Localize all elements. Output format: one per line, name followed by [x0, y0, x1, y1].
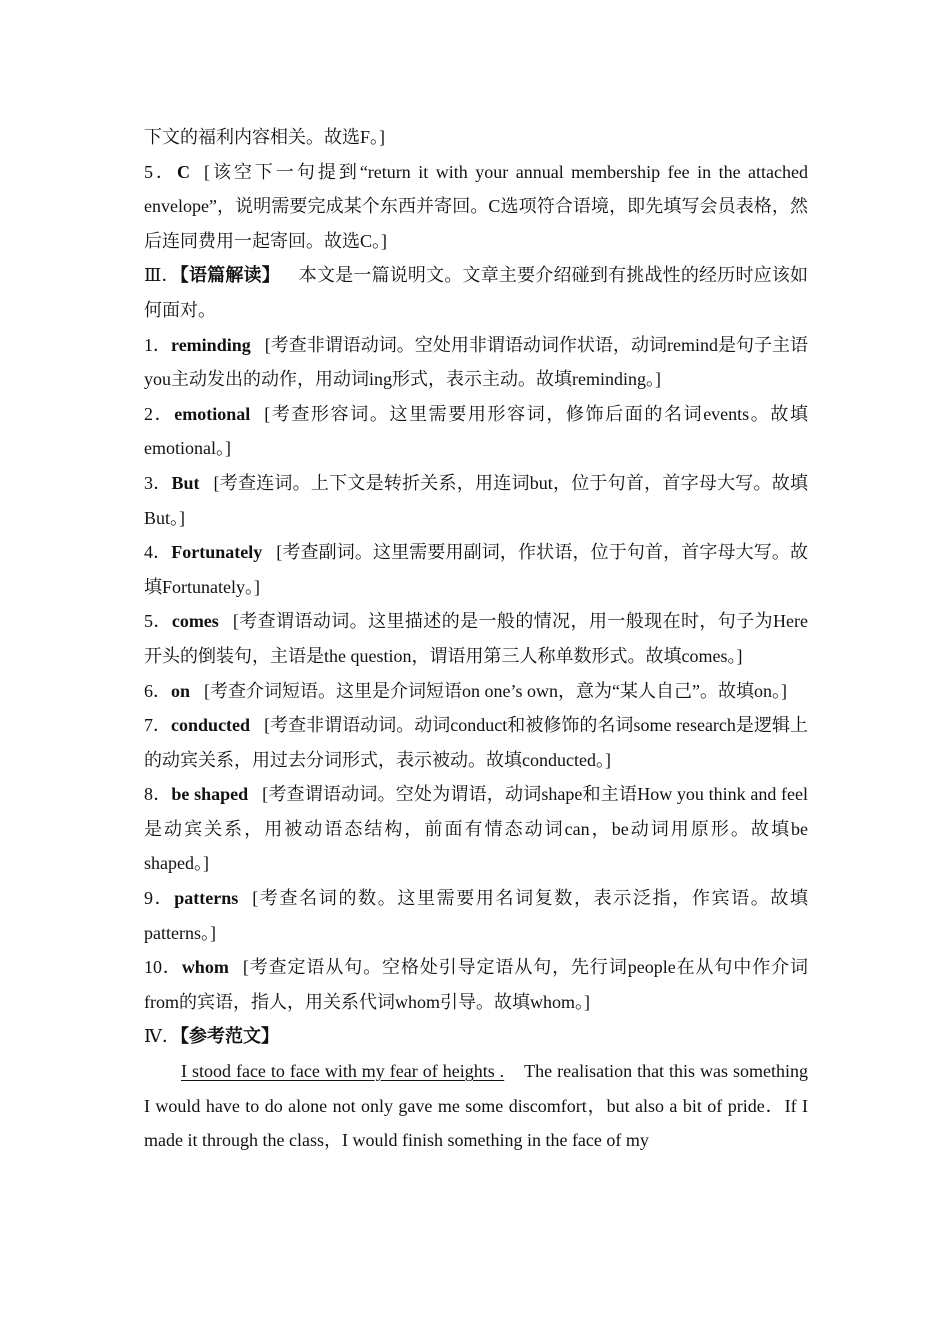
item-answer: comes [171, 611, 219, 632]
item-answer: C [176, 161, 190, 182]
item-explanation: [考查名词的数。这里需要用名词复数，表示泛指，作宾语。故填patterns。] [144, 888, 809, 943]
item-answer: reminding [171, 334, 251, 355]
answer-item [144, 950, 808, 1019]
item-answer: emotional [174, 403, 251, 424]
item-answer: whom [181, 957, 229, 978]
item-number: 5． [144, 161, 177, 182]
answer-item [144, 604, 808, 673]
item-number: 4． [144, 542, 172, 563]
item-answer: patterns [174, 888, 239, 909]
essay-text: The realisation that this was something I would have to do alone not only gave me some discomfort，but also a bit of pride．If I made it through the class，I would finish something in the face of my [144, 1061, 808, 1151]
item-explanation: [考查谓语动词。空处为谓语，动词shape和主语How you think and feel是动宾关系，用被动语态结构，前面有情态动词can，be动词用原形。故填be shaped。] [144, 784, 808, 874]
answer-item [144, 397, 808, 466]
section-4-header: 【参考范文】 [179, 1026, 279, 1047]
answer-item [144, 466, 808, 535]
item-answer: But [171, 472, 200, 493]
answer-item [144, 881, 808, 950]
section-3-heading [144, 258, 808, 327]
essay-underlined-sentence: I stood face to face with my fear of heights . [181, 1061, 505, 1082]
intro-line [144, 120, 808, 155]
section-4-label: Ⅳ． [144, 1026, 180, 1047]
answer-item [144, 674, 808, 709]
item-explanation: [考查谓语动词。这里描述的是一般的情况，用一般现在时，句子为Here开头的倒装句，主语是the question，谓语用第三人称单数形式。故填comes。] [144, 611, 809, 666]
answer-item [144, 535, 808, 604]
item-number: 9． [144, 888, 175, 909]
item-explanation: [考查定语从句。空格处引导定语从句，先行词people在从句中作介词from的宾语，指人，用关系代词whom引导。故填whom。] [144, 957, 808, 1012]
section-3-label: Ⅲ． [144, 265, 180, 286]
item-explanation: [考查非谓语动词。动词conduct和被修饰的名词some research是逻辑上的动宾关系，用过去分词形式，表示被动。故填conducted。] [144, 715, 808, 770]
item-explanation: [考查连词。上下文是转折关系，用连词but，位于句首，首字母大写。故填But。] [144, 472, 809, 528]
item-number: 7． [144, 715, 172, 736]
sample-essay [144, 1054, 808, 1158]
item-explanation: [考查副词。这里需要用副词，作状语，位于句首，首字母大写。故填Fortunately。] [144, 542, 808, 597]
item-number: 3． [144, 472, 172, 493]
section-4-heading [144, 1019, 808, 1054]
item-explanation: [考查形容词。这里需要用形容词，修饰后面的名词events。故填emotional。] [144, 403, 808, 459]
item-number: 2． [144, 403, 175, 424]
item-number: 6． [144, 680, 171, 701]
item-number: 1． [144, 334, 172, 355]
item-explanation: [该空下一句提到“return it with your annual membership fee in the attached envelope”，说明需要完成某个东西并寄回。C选项符合语境，即先填写会员表格，然后连同费用一起寄回。故选C。] [144, 161, 809, 251]
answer-item [144, 708, 808, 777]
answer-item [144, 777, 808, 881]
item-number: 8． [144, 784, 172, 805]
section-3-header: 【语篇解读】 [179, 265, 280, 286]
item-answer: conducted [171, 715, 251, 736]
intro-text: 下文的福利内容相关。故选F。] [144, 127, 386, 147]
item-answer: be shaped [171, 784, 249, 805]
item-answer: Fortunately [171, 542, 263, 563]
item-explanation: [考查非谓语动词。空处用非谓语动词作状语，动词remind是句子主语you主动发出的动作，用动词ing形式，表示主动。故填reminding。] [144, 334, 809, 390]
document-page [144, 120, 808, 1158]
item-explanation: [考查介词短语。这里是介词短语on one’s own，意为“某人自己”。故填on。] [204, 680, 787, 701]
item-number: 5． [144, 611, 172, 632]
answer-item [144, 328, 808, 397]
item-number: 10． [144, 957, 182, 978]
section-3-summary: 本文是一篇说明文。文章主要介绍碰到有挑战性的经历时应该如何面对。 [144, 265, 809, 320]
item-answer: on [171, 680, 191, 701]
answer-item-c [144, 155, 808, 259]
